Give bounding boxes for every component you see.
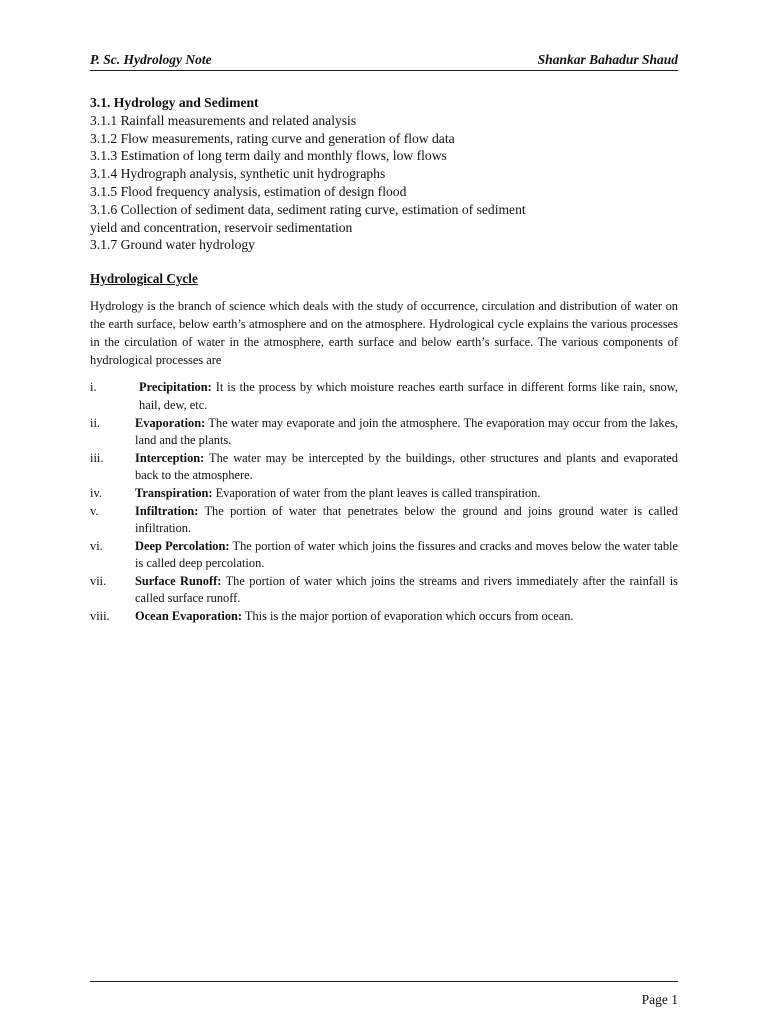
list-text: It is the process by which moisture reaches earth surface in different forms like rain, snow, hail, dew, etc.	[139, 380, 678, 412]
list-text: This is the major portion of evaporation which occurs from ocean.	[242, 609, 574, 624]
syllabus-item: yield and concentration, reservoir sedimentation	[90, 219, 353, 235]
page-number: Page 1	[641, 992, 678, 1007]
list-body	[135, 608, 678, 626]
syllabus-item: 3.1.5 Flood frequency analysis, estimation of design flood	[90, 183, 407, 199]
syllabus-list	[90, 94, 678, 254]
header-course-title: P. Sc. Hydrology Note	[90, 52, 212, 67]
section-heading: Hydrological Cycle	[90, 271, 198, 287]
list-body	[135, 415, 678, 450]
list-item	[90, 573, 678, 608]
list-text: Evaporation of water from the plant leaves is called transpiration.	[212, 485, 541, 500]
syllabus-item: 3.1.4 Hydrograph analysis, synthetic unit hydrographs	[90, 166, 386, 182]
page-footer	[90, 981, 678, 1008]
list-body	[135, 503, 678, 538]
list-term: Surface Runoff:	[135, 573, 222, 588]
list-text: The water may evaporate and join the atmosphere. The evaporation may occur from the lakes, land and the plants.	[135, 415, 678, 448]
syllabus-item: 3.1.1 Rainfall measurements and related analysis	[90, 112, 357, 128]
list-body	[135, 485, 678, 503]
list-term: Deep Percolation:	[135, 538, 230, 553]
header-author: Shankar Bahadur Shaud	[537, 52, 678, 67]
list-item	[90, 415, 678, 450]
intro-paragraph: Hydrology is the branch of science which deals with the study of occurrence, circulation and distribution of water on the earth surface, below earth’s atmosphere and on the atmosphere. Hydrological cycle explains the various processes in the circulation of water in the atmosphere, earth surface and below earth’s surface. The various components of hydrological processes are	[90, 299, 678, 367]
list-term: Ocean Evaporation:	[135, 609, 243, 624]
syllabus-item: 3.1.3 Estimation of long term daily and monthly flows, low flows	[90, 148, 447, 164]
list-number: v.	[90, 503, 99, 518]
list-number: iv.	[90, 485, 102, 500]
list-body	[135, 450, 678, 485]
list-text: The portion of water which joins the streams and rivers immediately after the rainfall is called surface runoff.	[135, 573, 678, 606]
list-item	[90, 485, 678, 503]
list-body	[135, 379, 678, 414]
list-item	[90, 538, 678, 573]
list-item	[90, 379, 678, 414]
list-item	[90, 450, 678, 485]
list-number: vi.	[90, 538, 103, 553]
syllabus-item: 3.1.6 Collection of sediment data, sediment rating curve, estimation of sediment	[90, 201, 526, 217]
syllabus-item: 3.1.2 Flow measurements, rating curve and generation of flow data	[90, 130, 455, 146]
list-term: Infiltration:	[135, 503, 199, 518]
list-item	[90, 503, 678, 538]
list-text: The water may be intercepted by the buildings, other structures and plants and evaporated back to the atmosphere.	[135, 450, 678, 483]
list-term: Evaporation:	[135, 415, 206, 430]
list-number: vii.	[90, 573, 107, 588]
page-content	[90, 94, 678, 626]
list-term: Precipitation:	[139, 380, 212, 395]
list-number: ii.	[90, 415, 100, 430]
list-body	[135, 538, 678, 573]
list-number: viii.	[90, 609, 110, 624]
list-text: The portion of water which joins the fissures and cracks and moves below the water table is called deep percolation.	[135, 538, 678, 571]
list-item	[90, 608, 678, 626]
syllabus-title: 3.1. Hydrology and Sediment	[90, 95, 259, 110]
process-list	[90, 379, 678, 625]
list-number: i.	[90, 380, 97, 395]
syllabus-item: 3.1.7 Ground water hydrology	[90, 237, 255, 253]
list-body	[135, 573, 678, 608]
list-term: Interception:	[135, 450, 205, 465]
list-term: Transpiration:	[135, 485, 213, 500]
page-header	[90, 44, 678, 71]
list-text: The portion of water that penetrates below the ground and joins ground water is called infiltration.	[135, 503, 678, 536]
list-number: iii.	[90, 450, 104, 465]
